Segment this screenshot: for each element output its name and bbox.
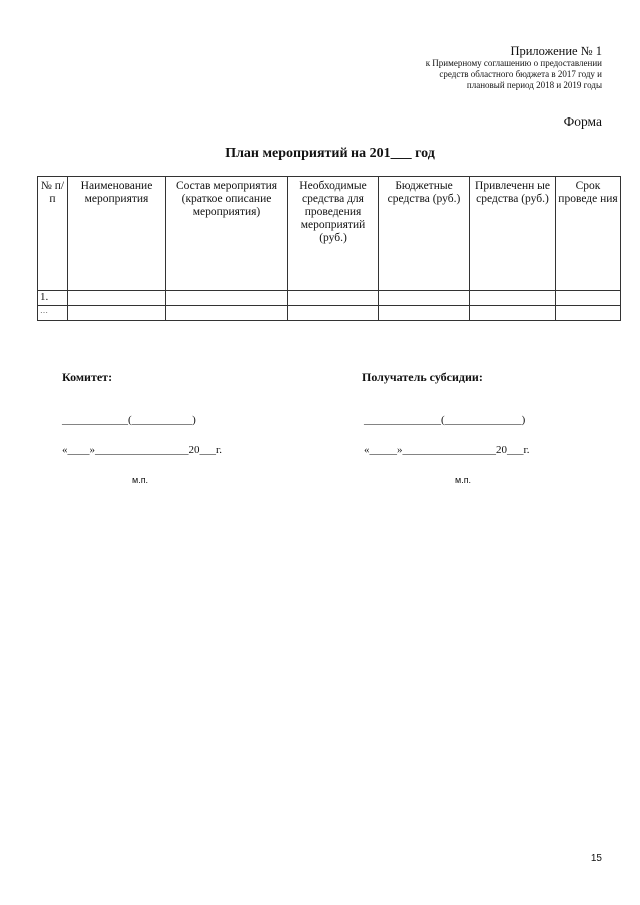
appendix-line: плановый период 2018 и 2019 годы xyxy=(466,80,602,90)
plan-table xyxy=(37,176,621,321)
column-header-attracted-funds: Привлеченн ые средства (руб.) xyxy=(470,177,556,291)
table-cell xyxy=(379,306,470,321)
table-header-row xyxy=(38,177,621,291)
appendix-title: Приложение № 1 xyxy=(510,44,602,58)
table-cell xyxy=(68,306,166,321)
appendix-line: к Примерному соглашению о предоставлении xyxy=(425,58,602,68)
table-cell xyxy=(166,291,288,306)
committee-stamp-mark: м.п. xyxy=(132,475,149,485)
table-cell xyxy=(288,306,379,321)
column-header-number: № п/п xyxy=(38,177,68,291)
table-cell: … xyxy=(38,306,68,321)
committee-date-line: «____»_________________20___г. xyxy=(62,444,223,456)
table-cell: 1. xyxy=(38,291,68,306)
column-header-composition: Состав мероприятия (краткое описание мероприятия) xyxy=(166,177,288,291)
table-cell xyxy=(556,306,621,321)
table-cell xyxy=(379,291,470,306)
recipient-signature-line: ______________(______________) xyxy=(364,414,526,426)
table-cell xyxy=(470,291,556,306)
recipient-label: Получатель субсидии: xyxy=(362,370,483,384)
table-cell xyxy=(68,291,166,306)
table-cell xyxy=(166,306,288,321)
page-number: 15 xyxy=(590,853,602,864)
column-header-name: Наименование мероприятия xyxy=(68,177,166,291)
column-header-term: Срок проведе ния xyxy=(556,177,621,291)
committee-label: Комитет: xyxy=(62,370,113,384)
table-cell xyxy=(288,291,379,306)
table-cell xyxy=(556,291,621,306)
appendix-line: средств областного бюджета в 2017 году и xyxy=(439,69,602,79)
column-header-required-funds: Необходимые средства для проведения мероприятий (руб.) xyxy=(288,177,379,291)
table-cell xyxy=(470,306,556,321)
table-row xyxy=(38,306,621,321)
page-title: План мероприятий на 201___ год xyxy=(225,146,435,161)
committee-signature-line: ____________(___________) xyxy=(62,414,196,426)
recipient-stamp-mark: м.п. xyxy=(455,475,472,485)
table-row xyxy=(38,291,621,306)
recipient-date-line: «_____»_________________20___г. xyxy=(364,444,530,456)
appendix-header xyxy=(262,44,602,91)
form-label: Форма xyxy=(563,114,602,129)
column-header-budget-funds: Бюджетные средства (руб.) xyxy=(379,177,470,291)
